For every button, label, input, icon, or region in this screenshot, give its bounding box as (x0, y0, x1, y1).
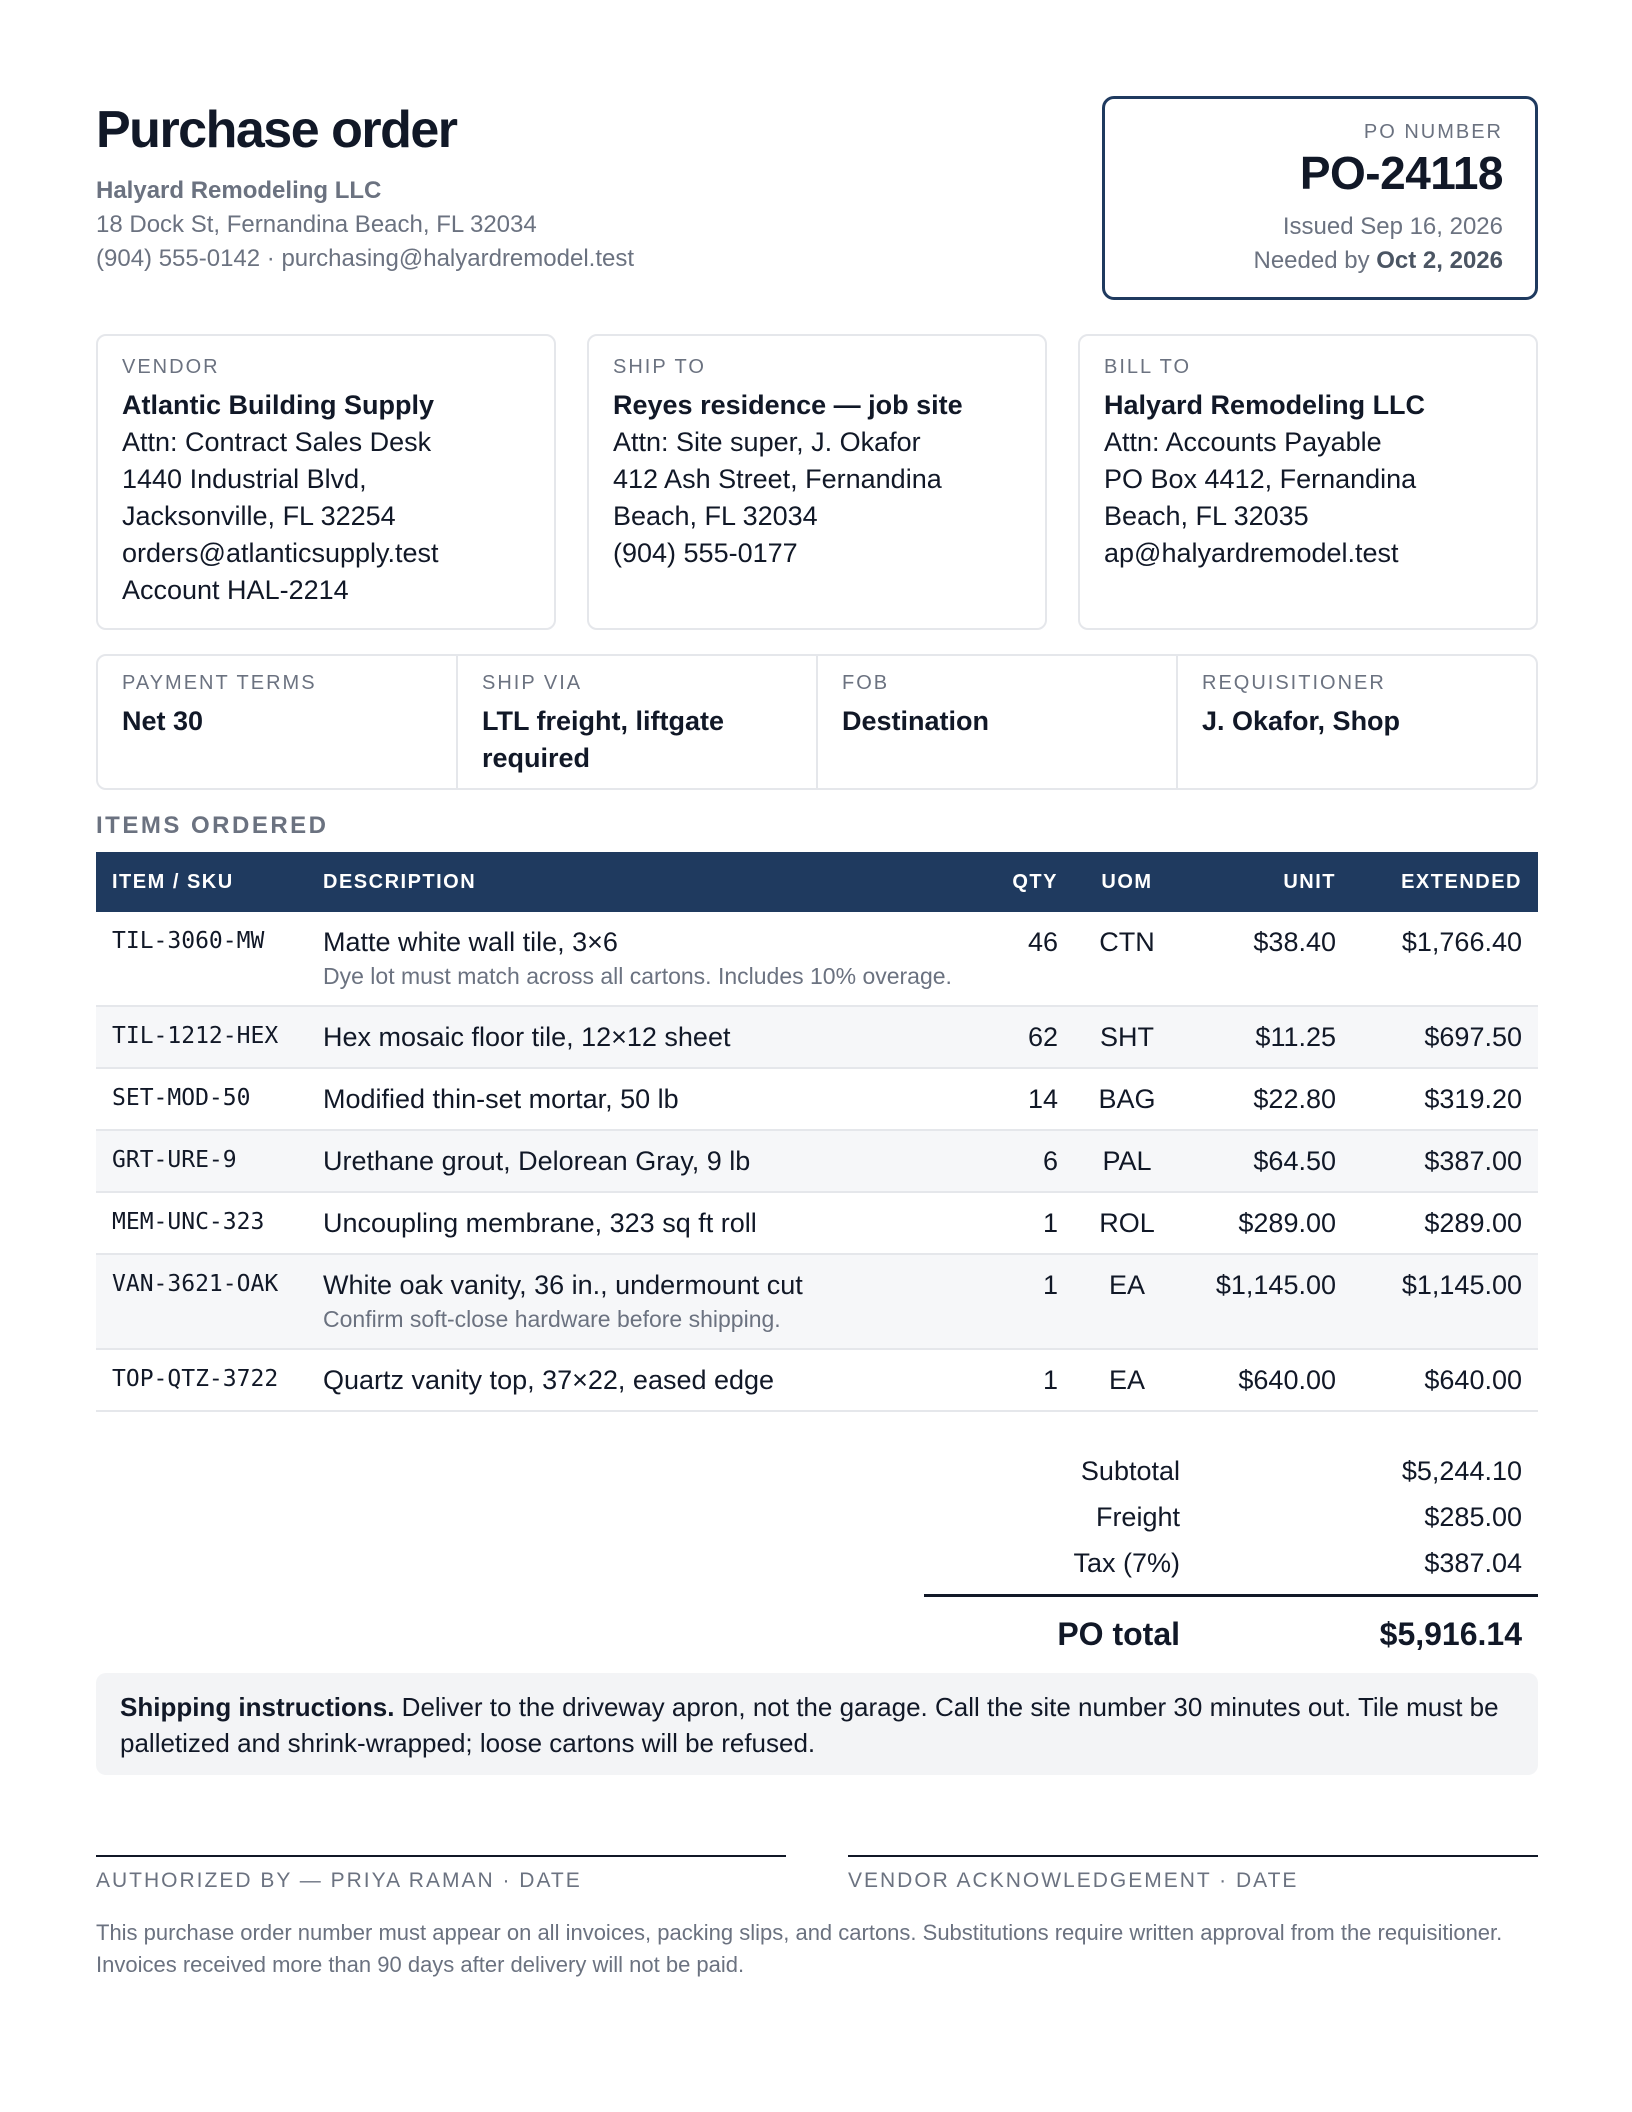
table-row (96, 912, 1538, 1006)
col-header-description: DESCRIPTION (323, 870, 477, 893)
po-number-box (1102, 96, 1538, 300)
col-header-extended: EXTENDED (1401, 870, 1522, 893)
shipping-instructions-label: Shipping instructions. (120, 1692, 395, 1722)
item-note: Dye lot must match across all cartons. Includes 10% overage. (323, 963, 952, 989)
requisitioner (1178, 656, 1536, 788)
item-sku: MEM-UNC-323 (96, 1192, 307, 1254)
item-extended: $289.00 (1352, 1192, 1538, 1254)
term-value: J. Okafor, Shop (1202, 706, 1401, 736)
item-uom: BAG (1074, 1068, 1180, 1130)
page-title: Purchase order (96, 101, 457, 159)
item-uom: PAL (1074, 1130, 1180, 1192)
item-unit-price: $289.00 (1180, 1192, 1352, 1254)
item-uom: ROL (1074, 1192, 1180, 1254)
item-description-cell (307, 912, 984, 1006)
ship-to-line: Beach, FL 32034 (613, 501, 818, 531)
item-extended: $640.00 (1352, 1349, 1538, 1411)
vendor-name: Atlantic Building Supply (122, 390, 434, 420)
term-label: SHIP VIA (482, 672, 583, 694)
item-extended: $1,766.40 (1352, 912, 1538, 1006)
term-label: PAYMENT TERMS (122, 672, 317, 694)
vendor-line: Attn: Contract Sales Desk (122, 427, 432, 457)
item-extended: $697.50 (1352, 1006, 1538, 1068)
bill-to-line: Attn: Accounts Payable (1104, 427, 1382, 457)
term-value: Net 30 (122, 706, 204, 736)
items-header-row (96, 852, 1538, 912)
table-row (96, 1130, 1538, 1192)
col-header-uom: UOM (1101, 870, 1153, 893)
item-uom: CTN (1074, 912, 1180, 1006)
po-total-label: PO total (1057, 1615, 1180, 1652)
item-qty: 6 (984, 1130, 1074, 1192)
item-description: White oak vanity, 36 in., undermount cut (323, 1270, 803, 1300)
item-uom: EA (1074, 1254, 1180, 1349)
item-description: Uncoupling membrane, 323 sq ft roll (307, 1192, 984, 1254)
fob (818, 656, 1178, 788)
document-header (96, 100, 1538, 308)
subtotal-value: $5,244.10 (1401, 1455, 1522, 1486)
address-cards (96, 334, 1538, 630)
item-unit-price: $640.00 (1180, 1349, 1352, 1411)
ship-to-line: 412 Ash Street, Fernandina (613, 464, 942, 494)
subtotal-label: Subtotal (1080, 1455, 1180, 1486)
term-value: Destination (842, 706, 990, 736)
item-uom: EA (1074, 1349, 1180, 1411)
tax-row (924, 1540, 1538, 1586)
item-qty: 46 (984, 912, 1074, 1006)
po-dates (1105, 210, 1503, 278)
table-row (96, 1349, 1538, 1411)
authorized-signature-line: AUTHORIZED BY — PRIYA RAMAN · DATE (96, 1855, 786, 1893)
po-total-row (924, 1594, 1538, 1671)
terms-bar (96, 654, 1538, 790)
vendor-label: VENDOR (122, 356, 220, 378)
ship-via (458, 656, 818, 788)
vendor-line: 1440 Industrial Blvd, (122, 464, 367, 494)
freight-label: Freight (1095, 1501, 1180, 1532)
bill-to-address (1104, 387, 1512, 572)
item-description: Modified thin-set mortar, 50 lb (307, 1068, 984, 1130)
shipping-instructions (96, 1673, 1538, 1775)
col-header-sku: ITEM / SKU (112, 870, 234, 893)
vendor-card (96, 334, 556, 630)
item-unit-price: $38.40 (1180, 912, 1352, 1006)
item-sku: SET-MOD-50 (96, 1068, 307, 1130)
ship-to-address (613, 387, 1021, 572)
needed-by-label: Needed by (1253, 247, 1370, 274)
payment-terms (98, 656, 458, 788)
item-sku: VAN-3621-OAK (96, 1254, 307, 1349)
item-extended: $387.00 (1352, 1130, 1538, 1192)
company-info (96, 174, 634, 276)
table-row (96, 1068, 1538, 1130)
bill-to-line: PO Box 4412, Fernandina (1104, 464, 1417, 494)
vendor-line: orders@atlanticsupply.test (122, 538, 439, 568)
freight-value: $285.00 (1424, 1501, 1522, 1532)
item-qty: 1 (984, 1349, 1074, 1411)
item-extended: $1,145.00 (1352, 1254, 1538, 1349)
item-unit-price: $22.80 (1180, 1068, 1352, 1130)
vendor-address (122, 387, 530, 609)
po-number-label: PO NUMBER (1363, 121, 1503, 143)
subtotal-row (924, 1448, 1538, 1494)
col-header-qty: QTY (1012, 870, 1058, 893)
ship-to-card (587, 334, 1047, 630)
ship-to-label: SHIP TO (613, 356, 706, 378)
item-qty: 1 (984, 1192, 1074, 1254)
item-description: Urethane grout, Delorean Gray, 9 lb (307, 1130, 984, 1192)
bill-to-line: ap@halyardremodel.test (1104, 538, 1399, 568)
needed-by (1105, 244, 1503, 278)
table-row (96, 1192, 1538, 1254)
col-header-unit: UNIT (1283, 870, 1336, 893)
item-description: Matte white wall tile, 3×6 (323, 927, 618, 957)
table-row (96, 1006, 1538, 1068)
vendor-acknowledgement-line: VENDOR ACKNOWLEDGEMENT · DATE (848, 1855, 1538, 1893)
item-sku: TIL-3060-MW (96, 912, 307, 1006)
bill-to-name: Halyard Remodeling LLC (1104, 390, 1426, 420)
item-unit-price: $11.25 (1180, 1006, 1352, 1068)
item-unit-price: $1,145.00 (1180, 1254, 1352, 1349)
item-qty: 1 (984, 1254, 1074, 1349)
footer-terms: This purchase order number must appear on all invoices, packing slips, and cartons. Substitutions require written approval from the requisitioner. Invoices received more than 90 days after delivery will not be paid. (96, 1920, 1503, 1977)
items-table (96, 852, 1538, 1412)
item-description-cell (307, 1254, 984, 1349)
company-address: 18 Dock St, Fernandina Beach, FL 32034 (96, 211, 537, 238)
term-label: REQUISITIONER (1202, 672, 1386, 694)
item-sku: TOP-QTZ-3722 (96, 1349, 307, 1411)
item-unit-price: $64.50 (1180, 1130, 1352, 1192)
item-note: Confirm soft-close hardware before shipping. (323, 1306, 781, 1332)
vendor-line: Jacksonville, FL 32254 (122, 501, 396, 531)
items-heading: ITEMS ORDERED (96, 812, 329, 839)
term-label: FOB (842, 672, 890, 694)
bill-to-card (1078, 334, 1538, 630)
po-number: PO-24118 (1299, 147, 1503, 199)
ship-to-line: Attn: Site super, J. Okafor (613, 427, 921, 457)
item-qty: 62 (984, 1006, 1074, 1068)
bill-to-label: BILL TO (1104, 356, 1192, 378)
item-description: Quartz vanity top, 37×22, eased edge (307, 1349, 984, 1411)
bill-to-line: Beach, FL 32035 (1104, 501, 1309, 531)
vendor-line: Account HAL-2214 (122, 575, 349, 605)
tax-label: Tax (7%) (1073, 1547, 1180, 1578)
totals-block (924, 1448, 1538, 1671)
shipping-instructions-text: Deliver to the driveway apron, not the garage. Call the site number 30 minutes out. Tile must be palletized and shrink-wrapped; loose cartons will be refused. (120, 1692, 1499, 1758)
item-sku: GRT-URE-9 (96, 1130, 307, 1192)
po-total-value: $5,916.14 (1379, 1615, 1522, 1652)
item-uom: SHT (1074, 1006, 1180, 1068)
issued-date: Issued Sep 16, 2026 (1282, 213, 1503, 240)
table-row (96, 1254, 1538, 1349)
term-value: LTL freight, liftgate required (482, 706, 724, 773)
company-contact: (904) 555-0142 · purchasing@halyardremodel.test (96, 245, 634, 272)
needed-by-date: Oct 2, 2026 (1376, 247, 1503, 274)
item-qty: 14 (984, 1068, 1074, 1130)
item-description: Hex mosaic floor tile, 12×12 sheet (307, 1006, 984, 1068)
ship-to-name: Reyes residence — job site (613, 390, 963, 420)
company-name: Halyard Remodeling LLC (96, 177, 382, 204)
item-sku: TIL-1212-HEX (96, 1006, 307, 1068)
ship-to-line: (904) 555-0177 (613, 538, 798, 568)
item-extended: $319.20 (1352, 1068, 1538, 1130)
tax-value: $387.04 (1424, 1547, 1522, 1578)
freight-row (924, 1494, 1538, 1540)
